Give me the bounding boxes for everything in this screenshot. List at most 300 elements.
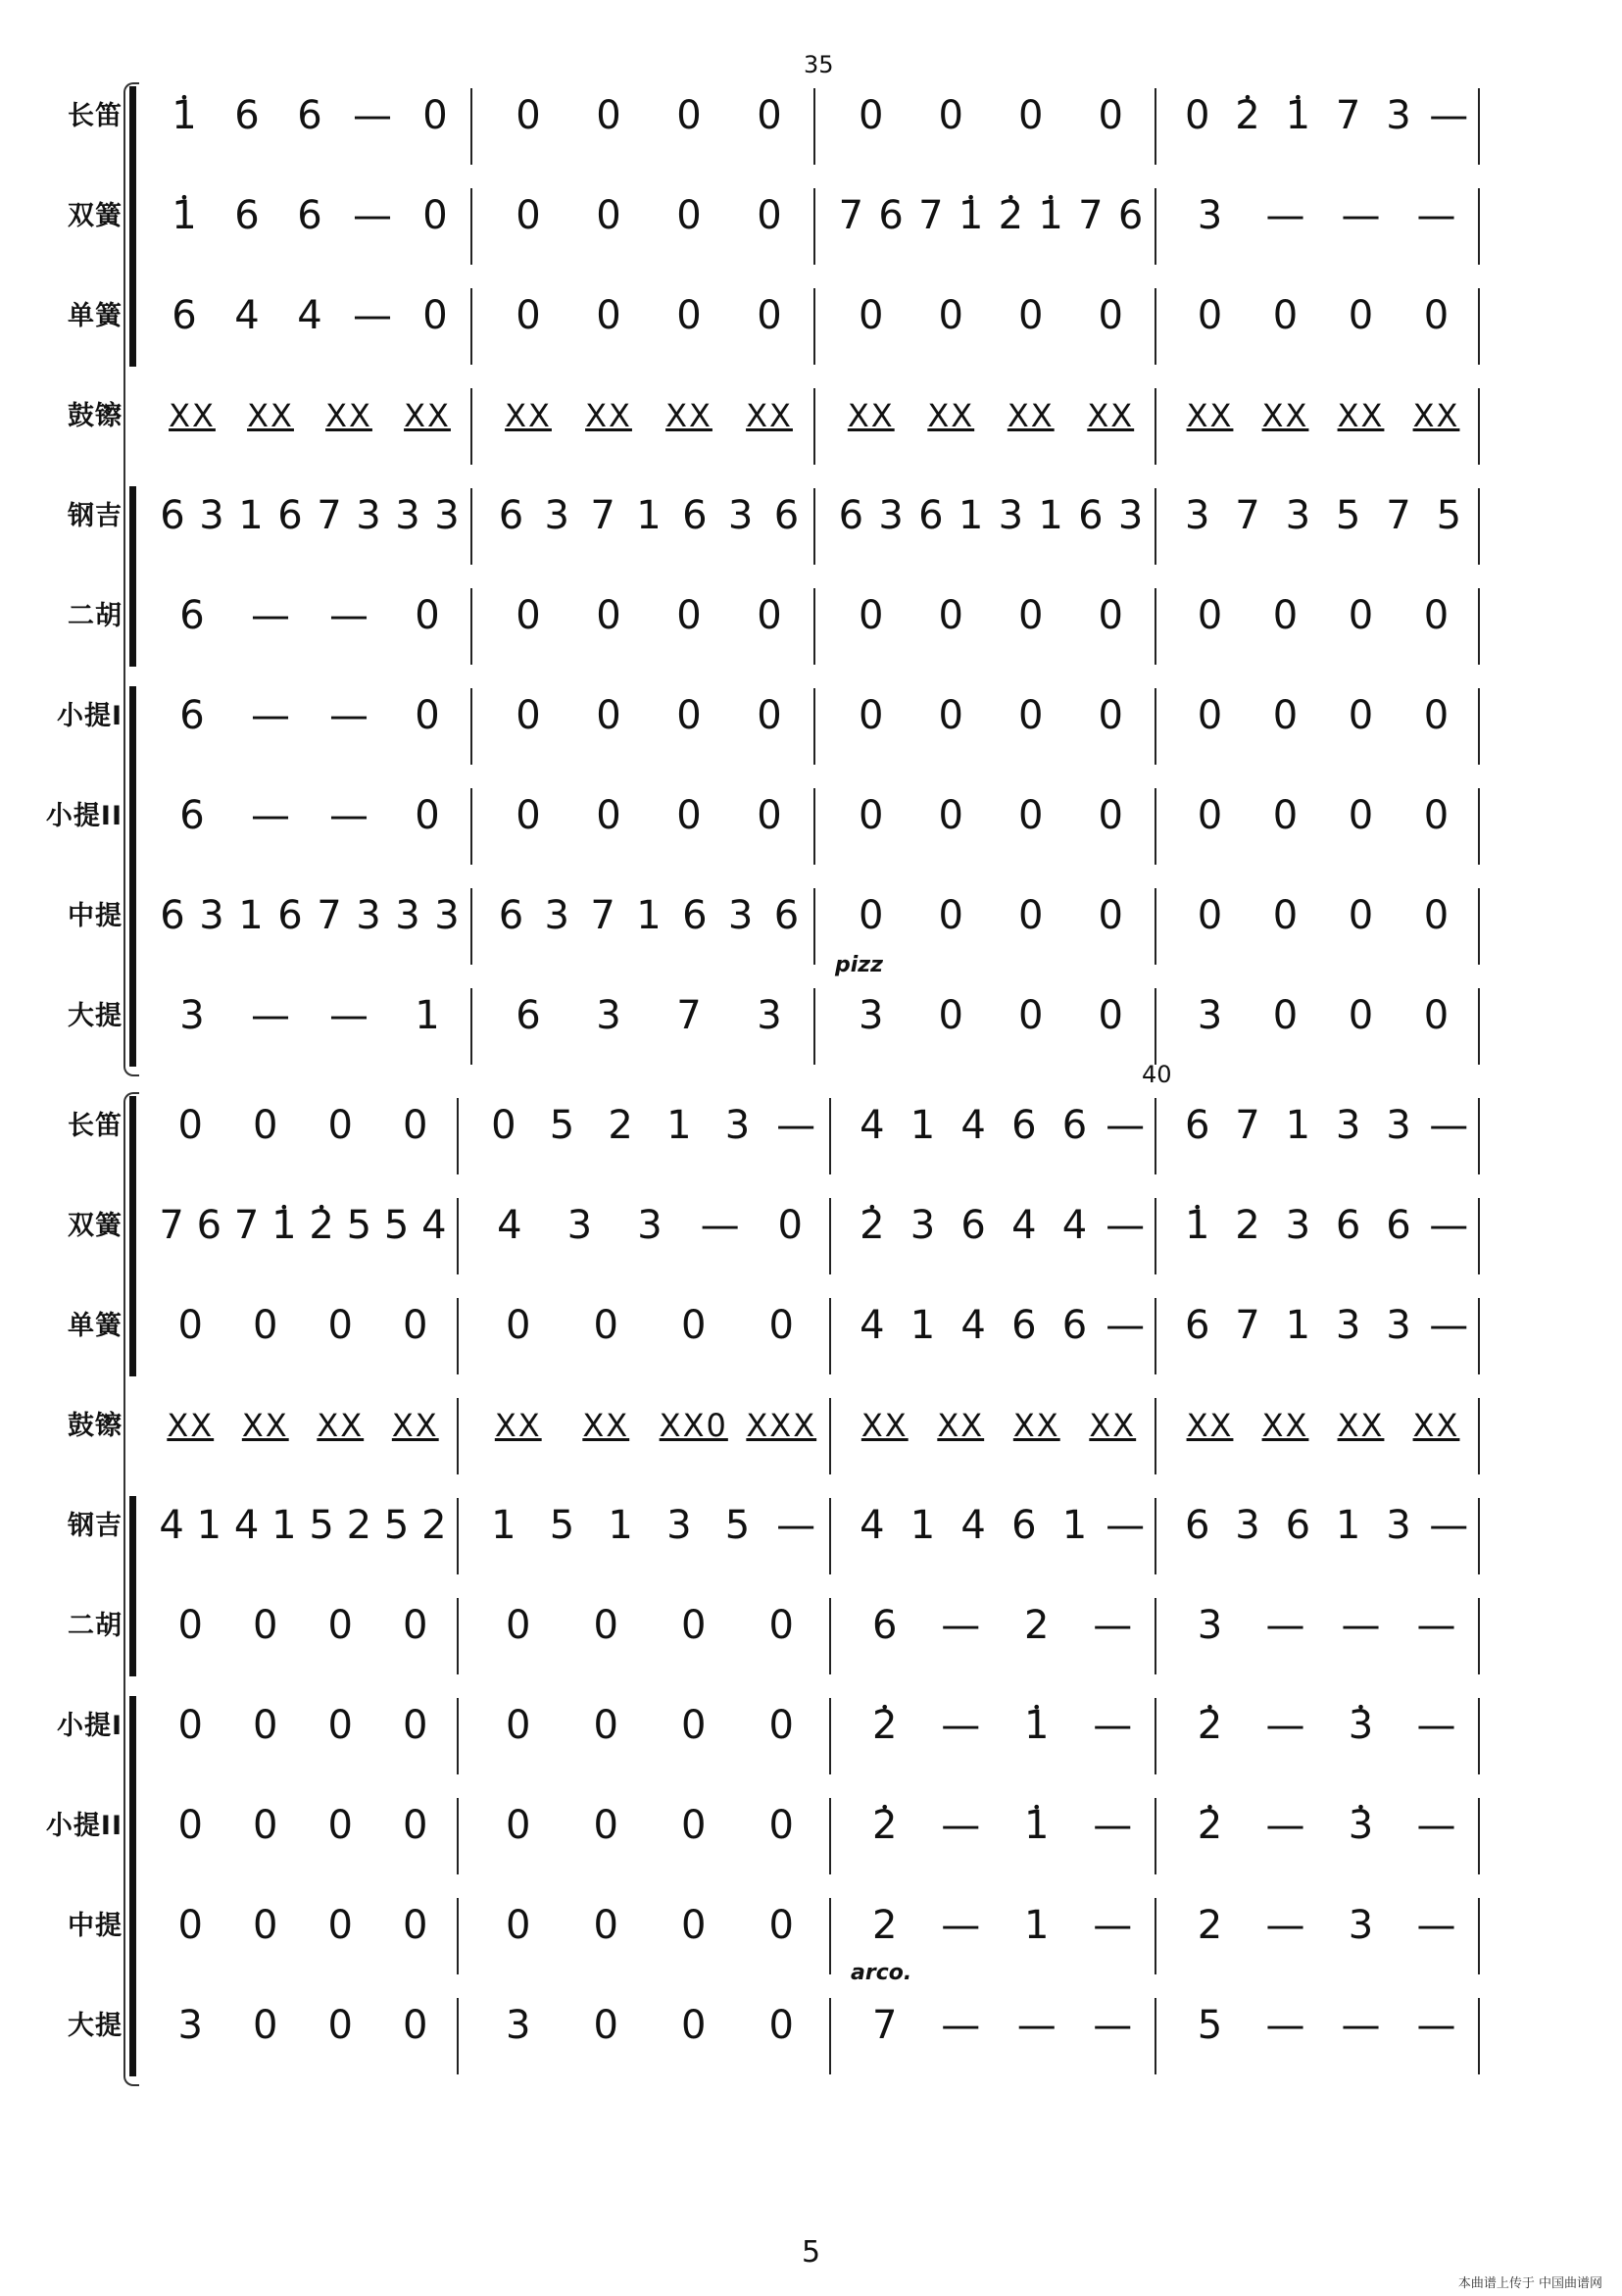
jianpu-note: 4 bbox=[159, 1503, 184, 1548]
jianpu-note: 6 bbox=[918, 493, 944, 538]
instrument-label: 中提 bbox=[68, 1911, 123, 1941]
jianpu-note: 0 bbox=[1197, 593, 1223, 638]
jianpu-note: 0 bbox=[177, 1803, 203, 1848]
dash-rest: — bbox=[1429, 1503, 1469, 1548]
instrument-label: 长笛 bbox=[68, 101, 123, 131]
jianpu-note: 1 bbox=[1285, 1303, 1311, 1348]
jianpu-note: 6 bbox=[1061, 1303, 1088, 1348]
jianpu-note: 4 bbox=[421, 1203, 447, 1248]
jianpu-note: 0 bbox=[415, 793, 440, 838]
jianpu-note: 3 bbox=[1335, 1103, 1361, 1148]
dash-rest: — bbox=[941, 1603, 981, 1648]
jianpu-note: 1 bbox=[909, 1303, 936, 1348]
jianpu-note: • 3 bbox=[1323, 1806, 1399, 1845]
jianpu-note: 0 bbox=[506, 1603, 531, 1648]
jianpu-note: 0 bbox=[1348, 793, 1374, 838]
jianpu-note: 0 bbox=[1197, 293, 1223, 338]
measure-cell bbox=[1172, 1296, 1474, 1355]
jianpu-note: 3 bbox=[596, 993, 621, 1038]
jianpu-note: 4 bbox=[234, 293, 260, 338]
dash-rest: — bbox=[1265, 193, 1305, 238]
measure-cell bbox=[1172, 86, 1474, 145]
dash-rest: — bbox=[1429, 1303, 1469, 1348]
jianpu-note: 0 bbox=[681, 2003, 707, 2048]
percussion-note: XX bbox=[1412, 397, 1460, 434]
jianpu-note: 3 bbox=[724, 1103, 751, 1148]
barline bbox=[1155, 1898, 1156, 1974]
jianpu-note: • 1 bbox=[1273, 96, 1323, 135]
jianpu-note: 6 bbox=[196, 1203, 222, 1248]
jianpu-note: 0 bbox=[1423, 993, 1450, 1038]
jianpu-note: 3 bbox=[395, 493, 420, 538]
jianpu-note: 0 bbox=[422, 193, 448, 238]
jianpu-note: 3 bbox=[544, 493, 569, 538]
barline bbox=[470, 688, 472, 765]
jianpu-note: 0 bbox=[676, 593, 702, 638]
jianpu-note: 0 bbox=[1197, 793, 1223, 838]
jianpu-note: 7 bbox=[1386, 493, 1411, 538]
measure-cell bbox=[153, 1396, 453, 1455]
jianpu-note: 0 bbox=[1098, 693, 1123, 738]
barline bbox=[813, 688, 815, 765]
measure-cell bbox=[847, 1196, 1151, 1255]
jianpu-note: 0 bbox=[177, 1603, 203, 1648]
jianpu-note: 0 bbox=[1423, 293, 1450, 338]
jianpu-note: 3 bbox=[1285, 493, 1311, 538]
barline bbox=[1155, 1798, 1156, 1874]
jianpu-note: 6 bbox=[1184, 1103, 1210, 1148]
barline bbox=[1155, 788, 1156, 865]
jianpu-note: 7 bbox=[590, 893, 615, 938]
jianpu-note: 0 bbox=[1098, 93, 1123, 138]
jianpu-note: 0 bbox=[938, 893, 963, 938]
jianpu-note: 0 bbox=[596, 193, 621, 238]
jianpu-note: 0 bbox=[506, 1303, 531, 1348]
barline bbox=[1155, 688, 1156, 765]
barline bbox=[1478, 888, 1480, 965]
jianpu-note: • 3 bbox=[1323, 1706, 1399, 1745]
barline bbox=[457, 1698, 459, 1774]
dash-rest: — bbox=[251, 593, 290, 638]
jianpu-note: 3 bbox=[727, 893, 754, 938]
jianpu-note: 0 bbox=[1272, 693, 1299, 738]
jianpu-note: 0 bbox=[1018, 693, 1044, 738]
jianpu-note: 2 bbox=[346, 1503, 372, 1548]
barline bbox=[829, 1398, 831, 1474]
jianpu-note: 0 bbox=[757, 193, 782, 238]
dash-rest: — bbox=[1416, 1603, 1456, 1648]
jianpu-note: 0 bbox=[938, 793, 963, 838]
jianpu-note: 1 bbox=[608, 1503, 633, 1548]
jianpu-note: 0 bbox=[768, 1303, 794, 1348]
jianpu-note: 0 bbox=[938, 593, 963, 638]
barline bbox=[457, 1498, 459, 1574]
jianpu-note: 6 bbox=[878, 193, 904, 238]
measure-cell bbox=[488, 386, 810, 445]
percussion-note: XX bbox=[169, 397, 216, 434]
jianpu-note: 7 bbox=[233, 1203, 260, 1248]
jianpu-note: 0 bbox=[327, 1903, 353, 1948]
jianpu-note: 0 bbox=[253, 1903, 278, 1948]
measure-cell bbox=[153, 1896, 453, 1955]
dash-rest: — bbox=[329, 793, 369, 838]
barline bbox=[813, 588, 815, 665]
dash-rest: — bbox=[700, 1203, 740, 1248]
measure-cell bbox=[474, 1996, 825, 2055]
measure-cell bbox=[1172, 986, 1474, 1045]
dash-rest: — bbox=[353, 93, 392, 138]
jianpu-note: 0 bbox=[1018, 893, 1044, 938]
jianpu-note: 0 bbox=[1348, 893, 1374, 938]
measure-cell bbox=[474, 1796, 825, 1855]
dash-rest: — bbox=[1429, 1103, 1469, 1148]
jianpu-note: 0 bbox=[1098, 593, 1123, 638]
jianpu-note: 1 bbox=[491, 1503, 516, 1548]
jianpu-note: 0 bbox=[327, 1303, 353, 1348]
measure-cell bbox=[474, 1596, 825, 1655]
jianpu-note: 0 bbox=[1098, 893, 1123, 938]
barline bbox=[470, 488, 472, 565]
jianpu-note: 0 bbox=[768, 1803, 794, 1848]
jianpu-note: 0 bbox=[327, 1703, 353, 1748]
page-number: 5 bbox=[801, 2235, 821, 2270]
instrument-label: 中提 bbox=[68, 901, 123, 931]
percussion-note: XX bbox=[325, 397, 372, 434]
jianpu-note: 6 bbox=[1117, 193, 1144, 238]
dash-rest: — bbox=[1265, 1903, 1305, 1948]
jianpu-note: 1 bbox=[238, 893, 264, 938]
jianpu-note: 0 bbox=[938, 93, 963, 138]
barline bbox=[1478, 688, 1480, 765]
jianpu-note: 3 bbox=[1386, 1503, 1411, 1548]
jianpu-note: 3 bbox=[666, 1503, 692, 1548]
instrument-label: 钢吉 bbox=[68, 1511, 123, 1541]
jianpu-note: 0 bbox=[327, 1603, 353, 1648]
jianpu-note: 7 bbox=[676, 993, 702, 1038]
jianpu-note: 4 bbox=[1011, 1203, 1037, 1248]
jianpu-note: 4 bbox=[1061, 1203, 1088, 1248]
dash-rest: — bbox=[1341, 1603, 1381, 1648]
instrument-label: 长笛 bbox=[68, 1111, 123, 1141]
jianpu-note: 1 bbox=[1335, 1503, 1361, 1548]
jianpu-note: 7 bbox=[1335, 93, 1361, 138]
jianpu-note: 4 bbox=[860, 1103, 885, 1148]
measure-cell bbox=[1172, 686, 1474, 745]
jianpu-note: 7 bbox=[159, 1203, 184, 1248]
jianpu-note: 0 bbox=[859, 293, 884, 338]
barline bbox=[829, 1598, 831, 1674]
barline bbox=[1155, 1198, 1156, 1274]
jianpu-note: 6 bbox=[1061, 1103, 1088, 1148]
measure-cell bbox=[153, 486, 467, 545]
jianpu-note: 0 bbox=[1272, 293, 1299, 338]
barline bbox=[829, 1798, 831, 1874]
jianpu-note: 0 bbox=[938, 993, 963, 1038]
jianpu-note: 0 bbox=[1018, 293, 1044, 338]
jianpu-note: 7 bbox=[838, 193, 864, 238]
measure-cell bbox=[488, 286, 810, 345]
barline bbox=[1478, 488, 1480, 565]
jianpu-note: 2 bbox=[1235, 1203, 1260, 1248]
measure-cell bbox=[1172, 186, 1474, 245]
measure-cell bbox=[153, 786, 467, 845]
jianpu-note: 4 bbox=[960, 1103, 986, 1148]
jianpu-note: 0 bbox=[676, 193, 702, 238]
jianpu-note: 2 bbox=[421, 1503, 447, 1548]
barline bbox=[470, 588, 472, 665]
measure-cell bbox=[474, 1096, 825, 1155]
jianpu-note: • 1 bbox=[153, 196, 216, 235]
percussion-note: XX bbox=[1337, 397, 1385, 434]
jianpu-note: 0 bbox=[681, 1303, 707, 1348]
jianpu-note: 0 bbox=[938, 693, 963, 738]
measure-cell bbox=[1172, 286, 1474, 345]
jianpu-note: 0 bbox=[1197, 693, 1223, 738]
percussion-note: XX bbox=[505, 397, 552, 434]
percussion-note: XX bbox=[847, 397, 895, 434]
jianpu-note: 6 bbox=[297, 193, 322, 238]
measure-cell bbox=[1172, 1696, 1474, 1755]
measure-cell bbox=[831, 886, 1151, 945]
barline bbox=[1478, 788, 1480, 865]
measure-cell bbox=[1172, 1196, 1474, 1255]
jianpu-note: 1 bbox=[636, 893, 662, 938]
jianpu-note: 3 bbox=[1335, 1303, 1361, 1348]
jianpu-note: 0 bbox=[681, 1803, 707, 1848]
jianpu-note: 3 bbox=[1386, 1303, 1411, 1348]
measure-cell bbox=[153, 686, 467, 745]
jianpu-note: 6 bbox=[179, 693, 205, 738]
jianpu-note: 5 bbox=[549, 1503, 575, 1548]
jianpu-note: 0 bbox=[676, 93, 702, 138]
jianpu-note: 7 bbox=[1235, 493, 1260, 538]
instrument-label: 大提 bbox=[68, 2011, 123, 2041]
barline bbox=[1478, 288, 1480, 365]
measure-cell bbox=[474, 1496, 825, 1555]
jianpu-note: 3 bbox=[1386, 93, 1411, 138]
jianpu-note: 0 bbox=[516, 793, 541, 838]
jianpu-note: 7 bbox=[1235, 1103, 1260, 1148]
instrument-label: 双簧 bbox=[68, 201, 123, 231]
barline bbox=[1478, 1998, 1480, 2074]
dash-rest: — bbox=[1093, 2003, 1133, 2048]
jianpu-note: 3 bbox=[356, 493, 381, 538]
barline bbox=[1478, 1698, 1480, 1774]
instrument-label: 鼓镲 bbox=[68, 401, 123, 431]
jianpu-note: 5 bbox=[346, 1203, 372, 1248]
jianpu-note: 0 bbox=[1018, 793, 1044, 838]
jianpu-note: 3 bbox=[1235, 1503, 1260, 1548]
jianpu-note: 0 bbox=[516, 293, 541, 338]
dash-rest: — bbox=[1106, 1103, 1146, 1148]
jianpu-note: 0 bbox=[1423, 893, 1450, 938]
jianpu-note: 5 bbox=[724, 1503, 751, 1548]
jianpu-note: 0 bbox=[403, 1903, 428, 1948]
barline bbox=[470, 288, 472, 365]
percussion-note: XX bbox=[860, 1407, 909, 1444]
arco-mark: arco. bbox=[851, 1961, 912, 1985]
jianpu-note: 0 bbox=[1018, 93, 1044, 138]
dash-rest: — bbox=[1093, 1703, 1133, 1748]
jianpu-note: 0 bbox=[768, 2003, 794, 2048]
jianpu-note: 6 bbox=[516, 993, 541, 1038]
jianpu-note: 0 bbox=[422, 293, 448, 338]
jianpu-note: 5 bbox=[1436, 493, 1462, 538]
percussion-note: XX bbox=[1007, 397, 1055, 434]
dash-rest: — bbox=[353, 293, 392, 338]
dash-rest: — bbox=[1093, 1603, 1133, 1648]
jianpu-note: 6 bbox=[179, 593, 205, 638]
dash-rest: — bbox=[251, 793, 290, 838]
jianpu-note: 2 bbox=[1024, 1603, 1050, 1648]
instrument-label: 二胡 bbox=[68, 1611, 123, 1641]
measure-cell bbox=[1172, 1396, 1474, 1455]
percussion-note: XX bbox=[317, 1407, 365, 1444]
jianpu-note: 0 bbox=[327, 2003, 353, 2048]
measure-cell bbox=[847, 1596, 1151, 1655]
score-system bbox=[0, 1088, 1622, 2088]
jianpu-note: 3 bbox=[566, 1203, 593, 1248]
measure-cell bbox=[847, 1396, 1151, 1455]
jianpu-note: 0 bbox=[1098, 293, 1123, 338]
jianpu-note: 0 bbox=[415, 593, 440, 638]
jianpu-note: 3 bbox=[179, 993, 205, 1038]
measure-cell bbox=[1172, 1596, 1474, 1655]
barline bbox=[457, 1598, 459, 1674]
barline bbox=[457, 1798, 459, 1874]
jianpu-note: 0 bbox=[777, 1203, 803, 1248]
dash-rest: — bbox=[776, 1503, 816, 1548]
jianpu-note: 0 bbox=[1272, 793, 1299, 838]
barline bbox=[457, 1398, 459, 1474]
jianpu-note: 1 bbox=[666, 1103, 692, 1148]
measure-cell bbox=[847, 1796, 1151, 1855]
jianpu-note: 7 bbox=[317, 493, 342, 538]
measure-cell bbox=[488, 586, 810, 645]
jianpu-note: 0 bbox=[516, 193, 541, 238]
jianpu-note: 5 bbox=[383, 1203, 410, 1248]
jianpu-note: 0 bbox=[177, 1903, 203, 1948]
measure-cell bbox=[153, 1296, 453, 1355]
barline bbox=[1155, 1098, 1156, 1174]
jianpu-note: 3 bbox=[637, 1203, 663, 1248]
measure-cell bbox=[153, 1596, 453, 1655]
percussion-note: XX bbox=[1261, 397, 1309, 434]
jianpu-note: 6 bbox=[1184, 1303, 1210, 1348]
measure-number: 35 bbox=[804, 51, 834, 78]
barline bbox=[813, 488, 815, 565]
jianpu-note: 0 bbox=[596, 593, 621, 638]
jianpu-note: 0 bbox=[757, 293, 782, 338]
barline bbox=[829, 1898, 831, 1974]
jianpu-note: 0 bbox=[859, 793, 884, 838]
barline bbox=[813, 788, 815, 865]
measure-cell bbox=[488, 886, 810, 945]
percussion-note: XX bbox=[1012, 1407, 1060, 1444]
measure-cell bbox=[847, 1696, 1151, 1755]
jianpu-note: 0 bbox=[506, 1903, 531, 1948]
jianpu-note: 0 bbox=[177, 1303, 203, 1348]
jianpu-note: 1 bbox=[1285, 1103, 1311, 1148]
measure-cell bbox=[831, 786, 1151, 845]
jianpu-note: 6 bbox=[498, 893, 524, 938]
measure-cell bbox=[1172, 786, 1474, 845]
dash-rest: — bbox=[1416, 2003, 1456, 2048]
jianpu-note: 4 bbox=[960, 1503, 986, 1548]
measure-cell bbox=[474, 1896, 825, 1955]
jianpu-note: 0 bbox=[506, 1803, 531, 1848]
measure-cell bbox=[1172, 586, 1474, 645]
jianpu-note: 7 bbox=[1078, 193, 1104, 238]
jianpu-note: 3 bbox=[199, 493, 224, 538]
jianpu-note: 2 bbox=[608, 1103, 633, 1148]
measure-cell bbox=[847, 1996, 1151, 2055]
barline bbox=[829, 1498, 831, 1574]
jianpu-note: 0 bbox=[938, 293, 963, 338]
measure-cell bbox=[474, 1296, 825, 1355]
jianpu-note: 0 bbox=[596, 693, 621, 738]
jianpu-note: 5 bbox=[1197, 2003, 1223, 2048]
jianpu-note: 0 bbox=[768, 1703, 794, 1748]
jianpu-note: 0 bbox=[1348, 293, 1374, 338]
jianpu-note: • 1 bbox=[153, 96, 216, 135]
jianpu-note: 6 bbox=[1011, 1103, 1037, 1148]
jianpu-note: 3 bbox=[727, 493, 754, 538]
jianpu-note: 6 bbox=[234, 93, 260, 138]
jianpu-note: 3 bbox=[1285, 1203, 1311, 1248]
dash-rest: — bbox=[1429, 1203, 1469, 1248]
jianpu-note: 7 bbox=[918, 193, 944, 238]
measure-cell bbox=[488, 486, 810, 545]
jianpu-note: • 1 bbox=[266, 1206, 303, 1245]
jianpu-note: 0 bbox=[253, 1803, 278, 1848]
jianpu-note: 3 bbox=[1197, 993, 1223, 1038]
measure-cell bbox=[153, 1996, 453, 2055]
jianpu-note: • 2 bbox=[303, 1206, 340, 1245]
dash-rest: — bbox=[353, 193, 392, 238]
measure-cell bbox=[474, 1196, 825, 1255]
percussion-note: XX bbox=[1089, 1407, 1137, 1444]
measure-cell bbox=[488, 686, 810, 745]
jianpu-note: • 2 bbox=[991, 196, 1031, 235]
jianpu-note: 0 bbox=[403, 1103, 428, 1148]
jianpu-note: • 2 bbox=[1222, 96, 1272, 135]
barline bbox=[813, 88, 815, 165]
jianpu-note: 3 bbox=[998, 493, 1024, 538]
jianpu-note: 6 bbox=[682, 893, 708, 938]
jianpu-note: 0 bbox=[681, 1603, 707, 1648]
barline bbox=[829, 1298, 831, 1374]
jianpu-note: 0 bbox=[676, 793, 702, 838]
jianpu-note: 0 bbox=[1018, 593, 1044, 638]
dash-rest: — bbox=[329, 993, 369, 1038]
jianpu-note: 0 bbox=[859, 93, 884, 138]
jianpu-note: 6 bbox=[1078, 493, 1104, 538]
dash-rest: — bbox=[1416, 1903, 1456, 1948]
jianpu-note: 0 bbox=[859, 893, 884, 938]
instrument-label: 鼓镲 bbox=[68, 1411, 123, 1441]
jianpu-note: 3 bbox=[356, 893, 381, 938]
barline bbox=[470, 88, 472, 165]
jianpu-note: 4 bbox=[233, 1503, 260, 1548]
barline bbox=[1478, 1398, 1480, 1474]
jianpu-note: 0 bbox=[1184, 93, 1210, 138]
jianpu-note: 0 bbox=[516, 93, 541, 138]
jianpu-note: 6 bbox=[160, 493, 185, 538]
jianpu-note: 4 bbox=[497, 1203, 522, 1248]
barline bbox=[457, 1998, 459, 2074]
percussion-note: XX bbox=[1087, 397, 1135, 434]
